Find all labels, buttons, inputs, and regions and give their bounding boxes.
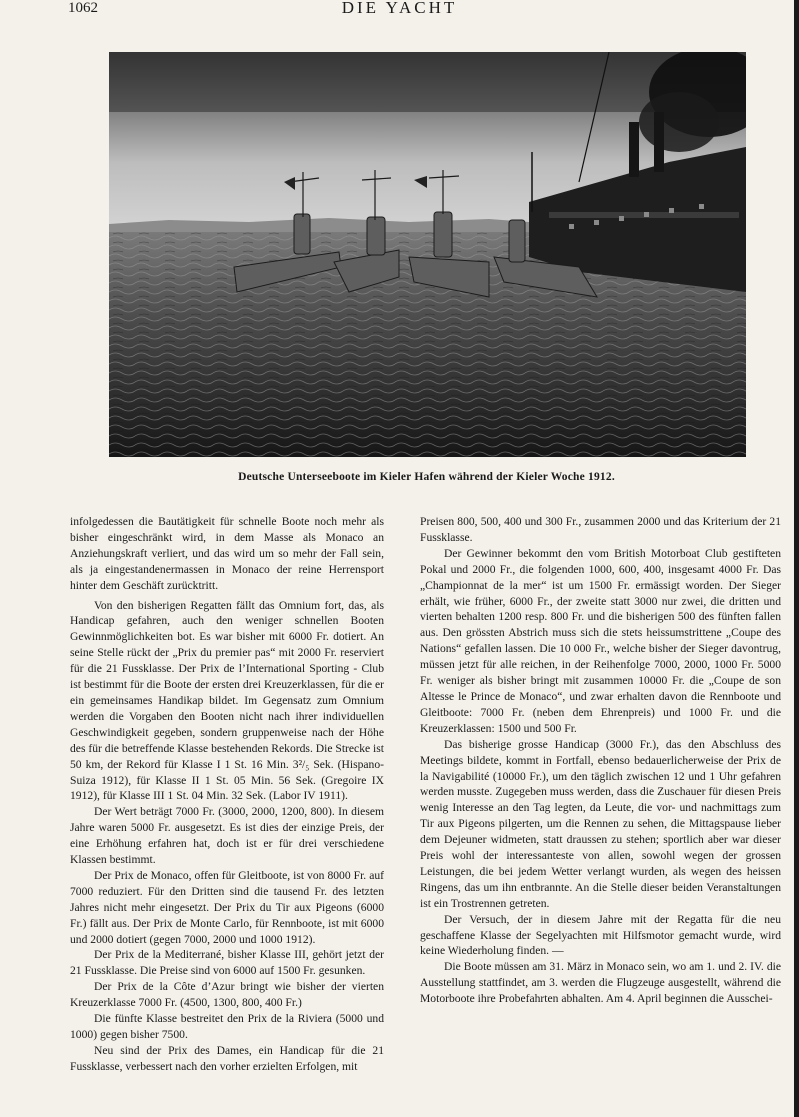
paragraph: Das bisherige grosse Handicap (3000 Fr.), das den Abschluss des Meetings bildete, kommt in Fortfall, ebenso bedauerlicherweise der Prix de la Navigabilité (10000 Fr.), um den täglich zwischen 12 und 1 Uhr gefahren werden musste. Zugegeben muss werden, dass die Zuschauer für diesen Preis wenig Interesse an den Tag legten, da Leute, die vor- und nachmittags zum Tir aux Pigeons pilgerten, um die Rennen zu sehen, die Mittagspause lieber dem Dejeuner widmeten, statt draussen zu stehen; sportlich aber war dieser Preis wohl der interessanteste von allen, sowohl wegen der grossen Leistungen, die bei jedem Wetter verlangt wurden, als wegen des heissen Ringens, das um ihn entbrannte. An die Stelle dieser beiden Veranstaltungen ist ein Trostrennen getreten. <box>420 737 781 910</box>
right-column <box>420 514 781 1007</box>
paragraph: Neu sind der Prix des Dames, ein Handicap für die 21 Fussklasse, verbessert nach den vorher erzielten Erfolgen, mit <box>70 1043 384 1073</box>
harbor-photo <box>109 52 746 457</box>
page-number: 1062 <box>68 0 98 16</box>
paragraph: Der Prix de la Côte d’Azur bringt wie bisher der vierten Kreuzerklasse 7000 Fr. (4500, 1300, 800, 400 Fr.) <box>70 980 384 1010</box>
paragraph: Die Boote müssen am 31. März in Monaco sein, wo am 1. und 2. IV. die Ausstellung stattfindet, am 3. werden die Flugzeuge ausgestellt, während die Motorboote ihre Probefahrten abhalten. Am 4. April beginnen die Ausschei- <box>420 960 781 1006</box>
paragraph: Die fünfte Klasse bestreitet den Prix de la Riviera (5000 und 1000) gegen bisher 7500. <box>70 1012 384 1041</box>
paragraph: infolgedessen die Bautätigkeit für schnelle Boote noch mehr als bisher eingeschränkt wird, in dem Masse als Monaco an Anziehungskraft verliert, und das wird um so mehr der Fall sein, als ja eingestandenermassen in Monaco der reine Herrensport hinter dem Geschäft zurücktritt. <box>70 515 384 592</box>
left-column <box>70 514 384 1075</box>
figure-caption: Deutsche Unterseeboote im Kieler Hafen während der Kieler Woche 1912. <box>238 471 615 483</box>
paragraph: Der Gewinner bekommt den vom British Motorboat Club gestifteten Pokal und 2000 Fr., die folgenden 1000, 600, 400, insgesamt 4000 Fr. Das „Championnat de la mer“ ist um 1500 Fr. ermässigt worden. Der Sieger erhält, wie früher, 6000 Fr., der zweite statt 3000 nur zwei, die dritten und vierten behalten 1200 resp. 800 Fr. und die bisherigen 500 des fünften fallen aus. Den grössten Abstrich muss sich die stets heissumstrittene „Coupe des Nations“ gefallen lassen. Die 10 000 Fr., welche bisher der Sieger davontrug, müssen jetzt für alle reichen, in der Reihenfolge 7000, 2000, 1000 Fr. 5000 Fr. weniger als bisher bringt mit zusammen 10000 Fr. die „Coupe de son Altesse le Prince de Monaco“, und zwar erhalten davon die Rennboote und Gleitboote: 7000 Fr. (neben dem Ehrenpreis) und 1000 Fr. und die Kreuzerklassen: 1500 und 500 Fr. <box>420 546 781 735</box>
binding-edge <box>794 0 799 1117</box>
paragraph: Der Wert beträgt 7000 Fr. (3000, 2000, 1200, 800). In diesem Jahre waren 5000 Fr. ausgesetzt. Es ist dies der einzige Preis, der eine Erhöhung erfahren hat, doch ist er für drei verschiedene Klassen bestimmt. <box>70 805 384 867</box>
paragraph: Von den bisherigen Regatten fällt das Omnium fort, das, als Handicap gefahren, auch den weniger schnellen Booten Gewinnmöglichkeiten bot. Es war bisher mit 6000 Fr. dotiert. An seine Stelle rückt der „Prix du premier pas“ mit 2000 Fr. reserviert für die 21 Fussklasse. Der Prix de l’International Sporting - Club ist bestimmt für die Boote der ersten drei Kreuzerklassen, für die er ein gemeinsames Handikap bildet. Im Gegensatz zum Omnium werden die Vorgaben den Booten nicht nach ihrer individuellen Geschwindigkeit gegeben, sondern gruppenweise nach der Höhe des für die betreffende Klasse bestehenden Rekords. Die Strecke ist 50 km, der Rekord für Klasse I 1 St. 16 Min. 3²/₅ Sek. (Hispano-Suiza 1912), für Klasse II 1 St. 05 Min. 56 Sek. (Gregoire IX 1912), für Klasse III 1 St. 04 Min. 32 Sek. (Labor IV 1911). <box>70 598 384 803</box>
paragraph: Der Prix de la Mediterrané, bisher Klasse III, gehört jetzt der 21 Fussklasse. Die Preise sind von 6000 auf 1500 Fr. gesunken. <box>70 948 384 978</box>
running-title: DIE YACHT <box>341 0 458 17</box>
paragraph: Der Prix de Monaco, offen für Gleitboote, ist von 8000 Fr. auf 7000 reduziert. Für den Dritten sind die tausend Fr. des letzten Jahres nicht mehr eingesetzt. Der Prix du Tir aux Pigeons (6000 Fr.) fällt aus. Der Prix de Monte Carlo, für Rennboote, ist mit 6000 und 2000 dotiert (gegen 7000, 2000 und 1000 1912). <box>70 868 384 946</box>
paragraph: Preisen 800, 500, 400 und 300 Fr., zusammen 2000 und das Kriterium der 21 Fussklasse. <box>420 515 781 544</box>
paragraph: Der Versuch, der in diesem Jahre mit der Regatta für die neu geschaffene Klasse der Segelyachten mit Hilfsmotor gemacht wurde, wird keine Wiederholung finden. — <box>420 912 781 958</box>
